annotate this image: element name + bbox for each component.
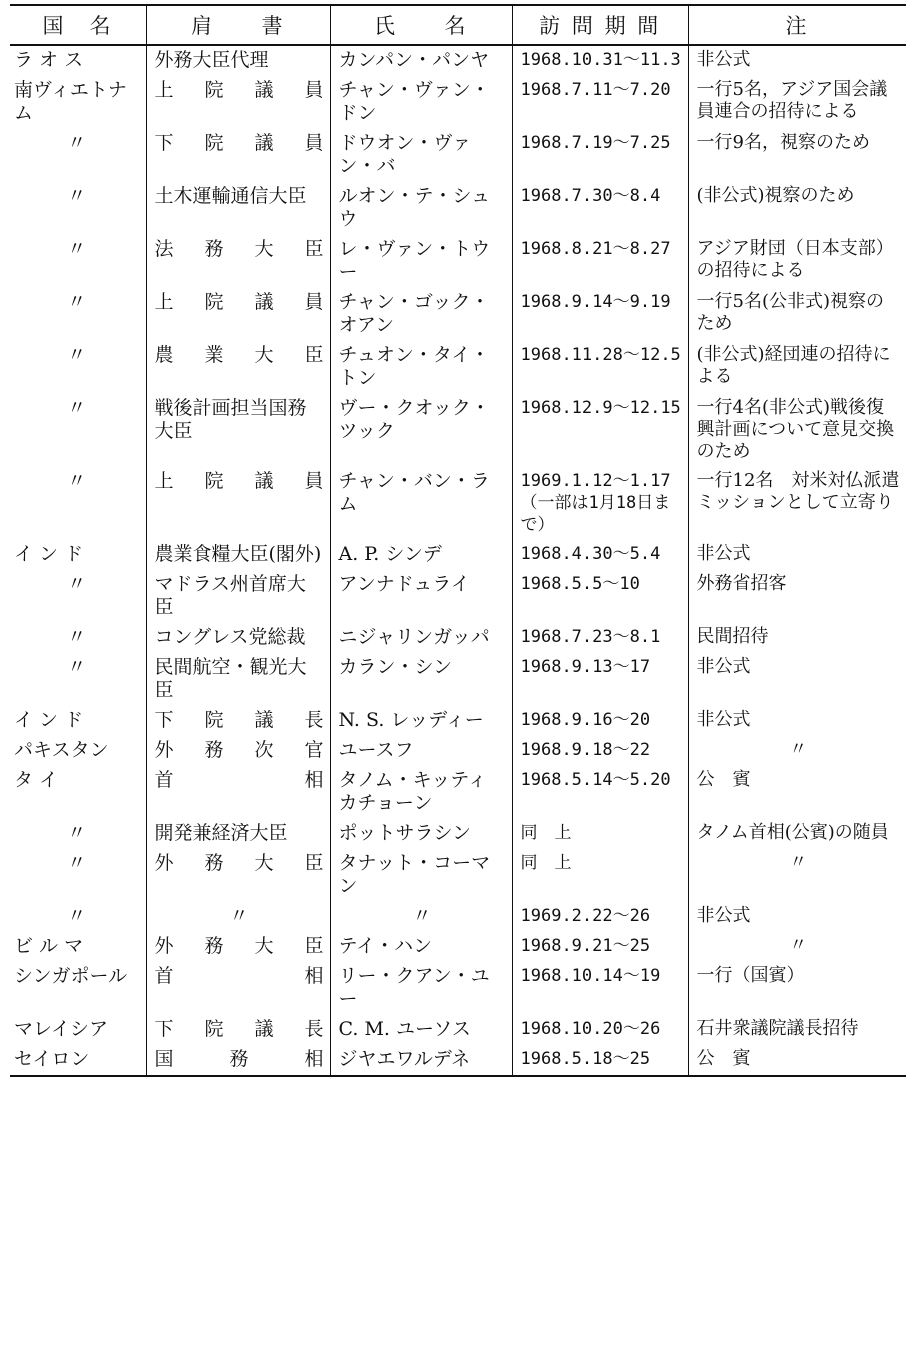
table-row [10,932,906,962]
header-title: 肩 書 [146,5,330,45]
table-body [10,45,906,1076]
cell-name: チャン・ヴァン・ドン [330,76,512,129]
table-row [10,288,906,341]
cell-title: 下院議長 [146,706,330,736]
cell-country: シンガポール [14,965,128,987]
table-row [10,1045,906,1076]
cell-title: 下院議員 [146,129,330,182]
visitors-table-page [10,4,906,1077]
cell-title: マドラス州首席大臣 [146,570,330,623]
cell-country: 〃 [67,238,87,260]
cell-name: ヴー・クオック・ツック [330,394,512,467]
cell-country: 〃 [67,852,87,874]
cell-title: 農業大臣 [146,341,330,394]
cell-period: 1968.11.28～12.5 [512,341,688,394]
cell-note: 公 賓 [688,1045,906,1076]
cell-name: カラン・シン [330,653,512,706]
cell-period: 1968.8.21～8.27 [512,235,688,288]
cell-country: 〃 [67,822,87,844]
cell-period: 1968.7.19～7.25 [512,129,688,182]
cell-title: 法務大臣 [146,235,330,288]
cell-title: 開発兼経済大臣 [146,819,330,849]
cell-name: タナット・コーマン [330,849,512,902]
cell-name: ポットサラシン [330,819,512,849]
cell-country: ラ オ ス [14,49,84,71]
cell-note: 一行9名，視察のため [688,129,906,182]
cell-country: ビ ル マ [14,935,84,957]
cell-country: 〃 [67,291,87,313]
cell-note: 一行5名，アジア国会議員連合の招待による [688,76,906,129]
cell-note: アジア財団（日本支部）の招待による [688,235,906,288]
cell-period: 1968.9.16～20 [512,706,688,736]
cell-note: 一行12名 対米対仏派遣ミッションとして立寄り [688,467,906,540]
cell-note: 非公式 [688,540,906,570]
cell-note: 〃 [688,932,906,962]
table-row [10,653,906,706]
cell-period: 1968.10.20～26 [512,1015,688,1045]
cell-name: アンナドュライ [330,570,512,623]
cell-name: リー・クアン・ユー [330,962,512,1015]
cell-note: 一行5名(公非式)視察のため [688,288,906,341]
cell-note: (非公式)視察のため [688,182,906,235]
table-row [10,819,906,849]
visitors-table [10,4,906,1077]
table-row [10,45,906,76]
cell-country: タ イ [14,769,59,791]
cell-name: チャン・ゴック・オアン [330,288,512,341]
cell-name: カンパン・パンヤ [330,45,512,76]
cell-note: 一行4名(非公式)戦後復興計画について意見交換のため [688,394,906,467]
header-country: 国 名 [10,5,146,45]
cell-country: イ ン ド [14,543,84,565]
cell-name: チュオン・タイ・トン [330,341,512,394]
cell-name: ルオン・テ・シュウ [330,182,512,235]
cell-period: 1968.10.14～19 [512,962,688,1015]
cell-title: 土木運輸通信大臣 [146,182,330,235]
table-row [10,849,906,902]
cell-name: チャン・バン・ラム [330,467,512,540]
cell-period: 1968.10.31～11.3 [512,45,688,76]
cell-country: イ ン ド [14,709,84,731]
table-row [10,235,906,288]
cell-country: 〃 [67,470,87,492]
table-row [10,962,906,1015]
cell-note: 非公式 [688,902,906,932]
cell-period: 1968.9.21～25 [512,932,688,962]
cell-name: C. M. ユーソス [330,1015,512,1045]
cell-title: 首相 [146,962,330,1015]
cell-country: 〃 [67,573,87,595]
cell-period: 1969.1.12～1.17（一部は1月18日まで） [512,467,688,540]
table-row [10,623,906,653]
cell-country: セイロン [10,1045,146,1076]
cell-period: 同 上 [512,819,688,849]
cell-title: 下院議長 [146,1015,330,1045]
cell-country: 〃 [67,132,87,154]
cell-period: 同 上 [512,849,688,902]
table-row [10,394,906,467]
cell-period: 1968.7.23～8.1 [512,623,688,653]
table-row [10,706,906,736]
cell-name: ユースフ [330,736,512,766]
cell-note: 非公式 [688,45,906,76]
cell-period: 1968.9.13～17 [512,653,688,706]
cell-title: 上院議員 [146,467,330,540]
cell-title: 農業食糧大臣(閣外) [146,540,330,570]
table-row [10,1015,906,1045]
cell-note: 〃 [688,736,906,766]
cell-period: 1968.4.30～5.4 [512,540,688,570]
cell-note: 石井衆議院議長招待 [688,1015,906,1045]
header-row [10,5,906,45]
cell-period: 1968.7.30～8.4 [512,182,688,235]
header-period: 訪 問 期 間 [512,5,688,45]
cell-country: 〃 [67,905,87,927]
cell-country: 南ヴィエトナム [14,79,127,124]
cell-name: タノム・キッティカチョーン [330,766,512,819]
cell-note: 公 賓 [688,766,906,819]
table-row [10,341,906,394]
cell-note: 〃 [688,849,906,902]
header-note: 注 [688,5,906,45]
table-row [10,902,906,932]
cell-name: レ・ヴァン・トウー [330,235,512,288]
cell-period: 1968.7.11～7.20 [512,76,688,129]
cell-title: 外務大臣代理 [146,45,330,76]
cell-country: 〃 [67,656,87,678]
cell-period: 1968.12.9～12.15 [512,394,688,467]
table-row [10,540,906,570]
cell-note: (非公式)経団連の招待による [688,341,906,394]
cell-country: 〃 [67,397,87,419]
cell-period: 1968.5.14～5.20 [512,766,688,819]
cell-country: 〃 [67,185,87,207]
cell-note: 非公式 [688,706,906,736]
table-row [10,570,906,623]
cell-note: 民間招待 [688,623,906,653]
cell-period: 1969.2.22～26 [512,902,688,932]
cell-title: 外務次官 [146,736,330,766]
cell-note: タノム首相(公賓)の随員 [688,819,906,849]
cell-title: 国務相 [146,1045,330,1076]
table-row [10,129,906,182]
cell-title: 戦後計画担当国務大臣 [146,394,330,467]
cell-name: テイ・ハン [330,932,512,962]
cell-country: マレイシア [14,1018,109,1040]
cell-title: コングレス党総裁 [146,623,330,653]
cell-period: 1968.5.18～25 [512,1045,688,1076]
cell-country: 〃 [67,344,87,366]
cell-note: 一行（国賓） [688,962,906,1015]
cell-note: 外務省招客 [688,570,906,623]
cell-name: N. S. レッディー [330,706,512,736]
cell-country: 〃 [67,626,87,648]
table-row [10,736,906,766]
cell-title: 〃 [146,902,330,932]
cell-note: 非公式 [688,653,906,706]
cell-period: 1968.9.18～22 [512,736,688,766]
cell-name: ドウオン・ヴァン・バ [330,129,512,182]
cell-name: ジヤエワルデネ [330,1045,512,1076]
table-row [10,766,906,819]
cell-title: 首相 [146,766,330,819]
cell-period: 1968.5.5～10 [512,570,688,623]
header-name: 氏 名 [330,5,512,45]
cell-name: A. P. シンデ [330,540,512,570]
table-row [10,182,906,235]
cell-period: 1968.9.14～9.19 [512,288,688,341]
cell-title: 上院議員 [146,288,330,341]
cell-title: 民間航空・観光大臣 [146,653,330,706]
cell-name: 〃 [330,902,512,932]
cell-title: 外務大臣 [146,932,330,962]
table-row [10,76,906,129]
table-row [10,467,906,540]
cell-name: ニジャリンガッパ [330,623,512,653]
cell-country: パキスタン [14,739,109,761]
cell-title: 外務大臣 [146,849,330,902]
cell-title: 上院議員 [146,76,330,129]
